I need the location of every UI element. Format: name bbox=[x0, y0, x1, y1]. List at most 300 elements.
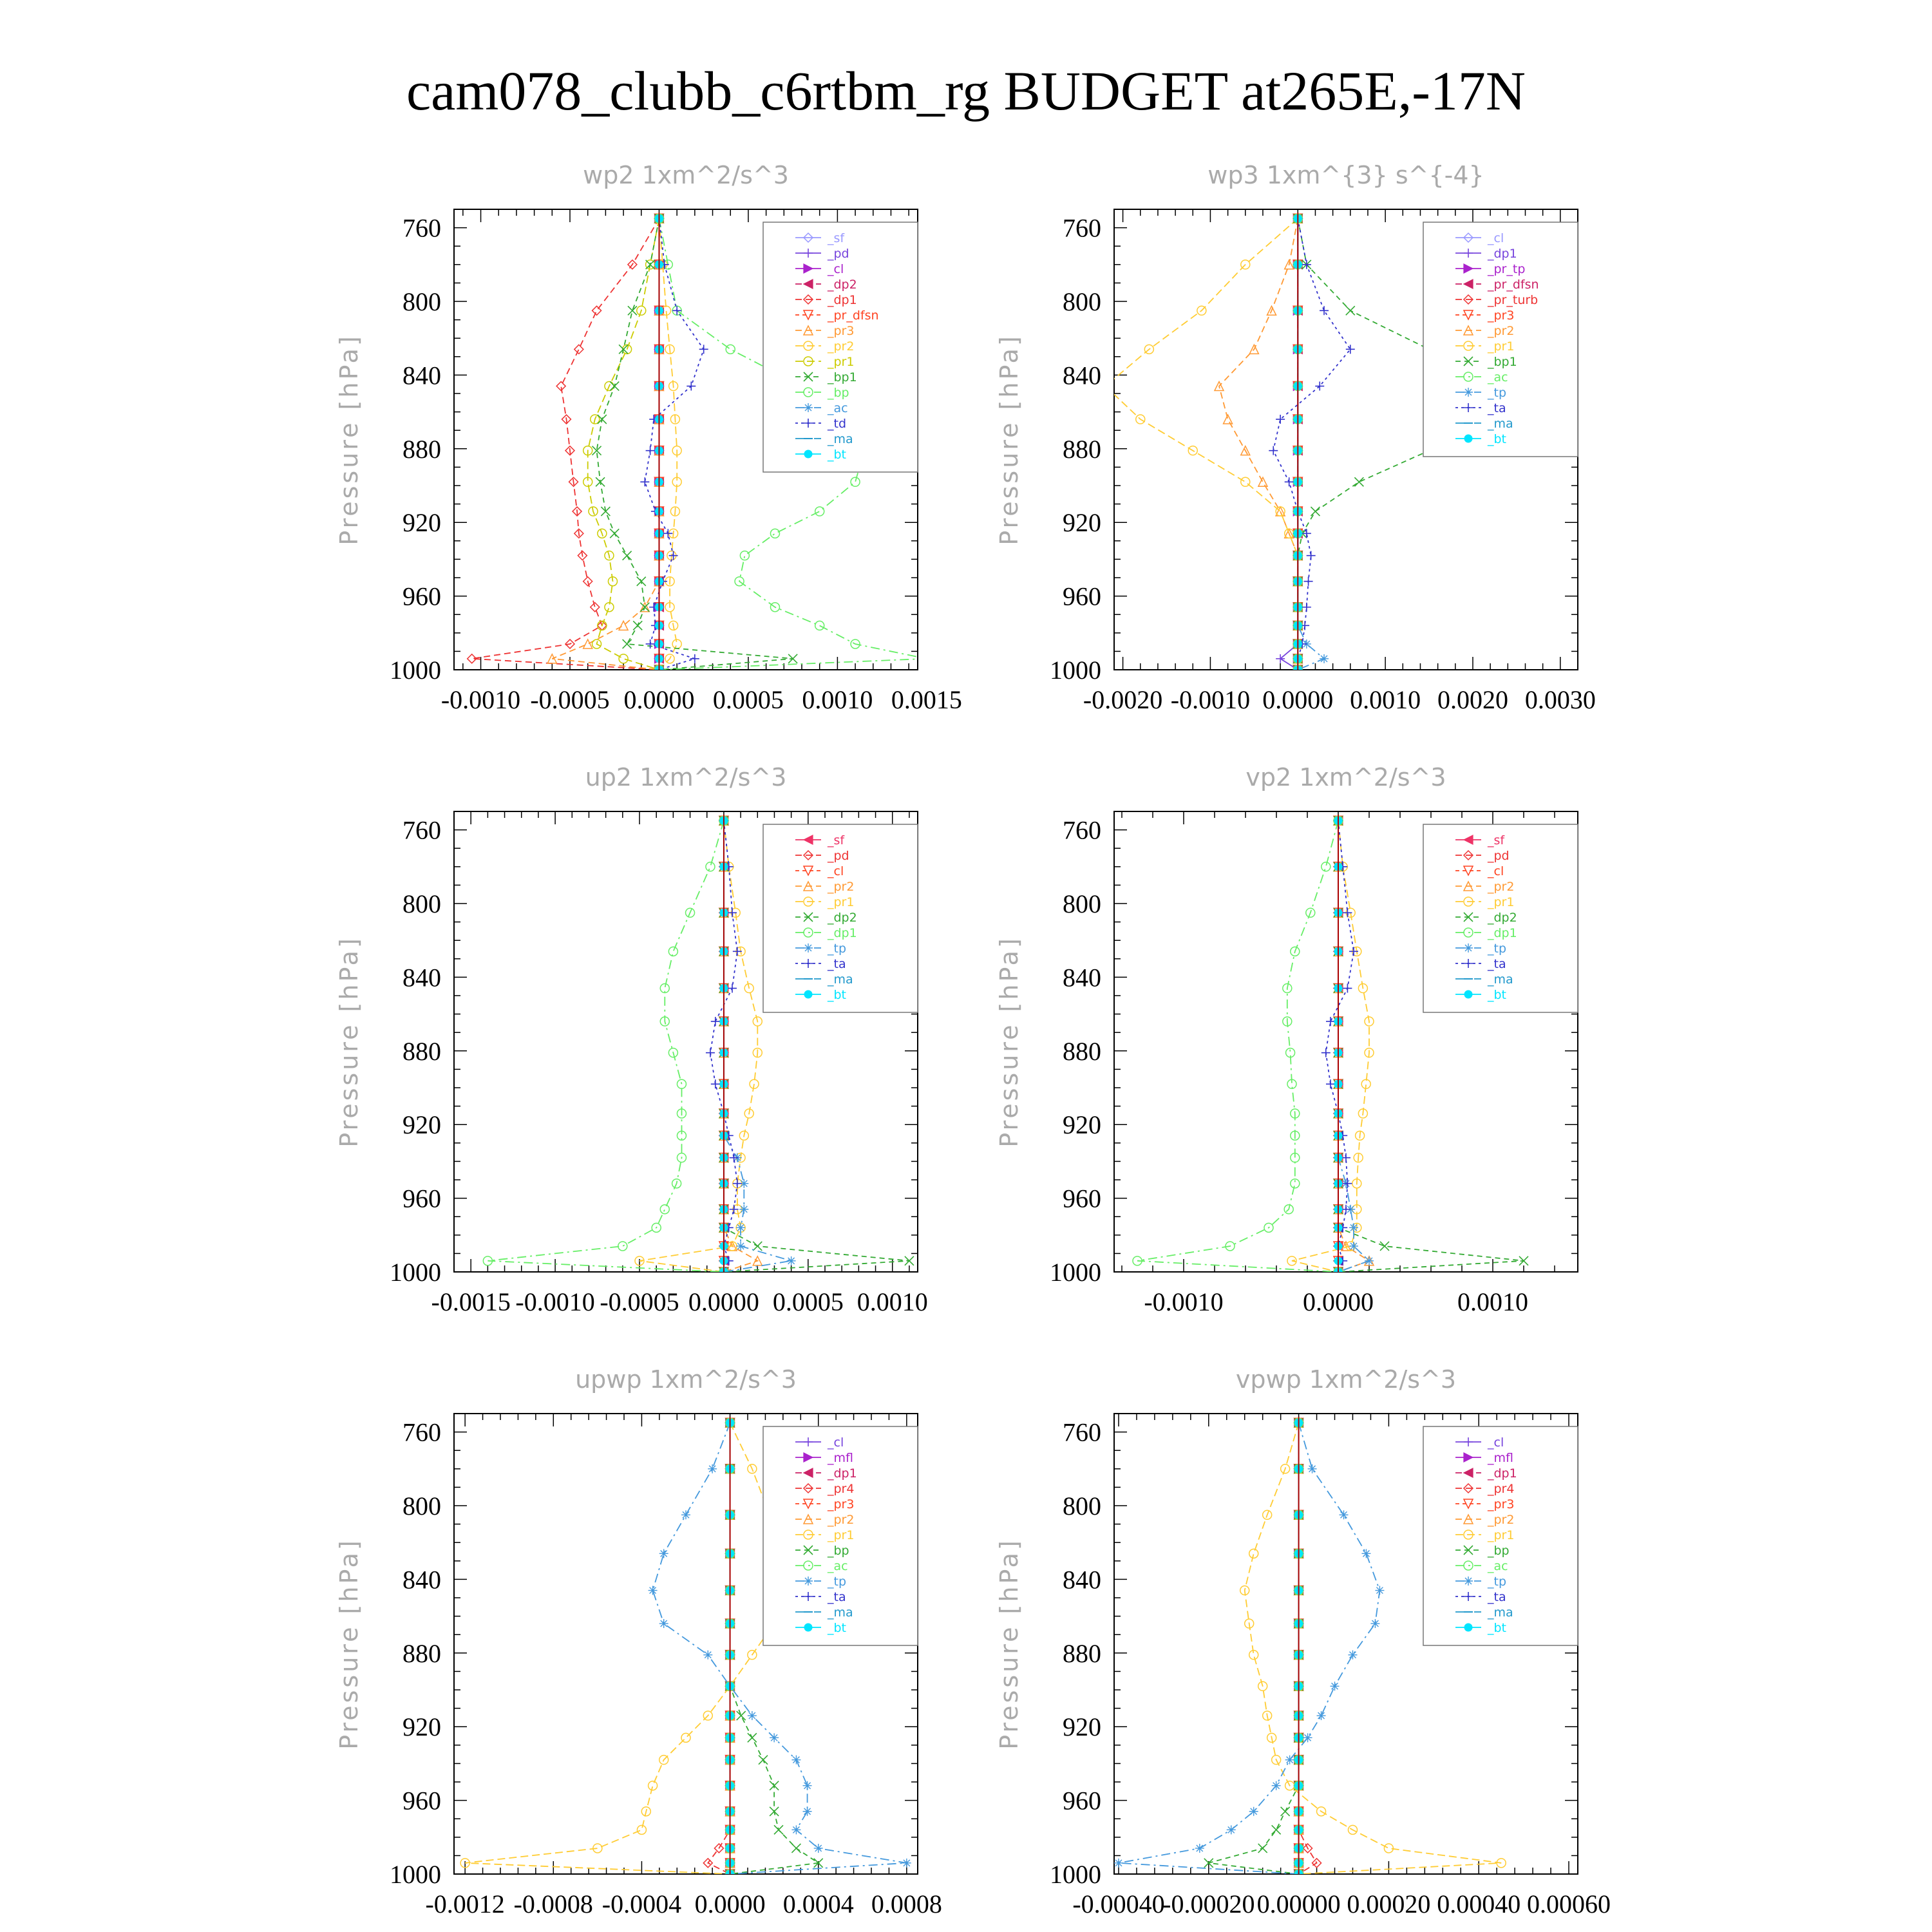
y-tick-label: 880 bbox=[402, 1036, 441, 1066]
series-marker bbox=[1285, 1756, 1294, 1765]
chart-panel-4 bbox=[995, 763, 1578, 1316]
x-tick-label: 0.0020 bbox=[1437, 685, 1508, 714]
legend-label: _pr4 bbox=[828, 1482, 855, 1496]
series-marker bbox=[1320, 654, 1329, 663]
legend-label: _mfl bbox=[1488, 1451, 1513, 1465]
legend-label: _cl bbox=[828, 262, 844, 276]
legend-label: _cl bbox=[1488, 864, 1504, 878]
series-line-tp bbox=[1119, 1423, 1379, 1874]
legend-label: _pr1 bbox=[1488, 339, 1515, 354]
series-marker bbox=[659, 1619, 668, 1628]
legend-label: _cl bbox=[828, 864, 844, 878]
series-marker bbox=[815, 507, 824, 516]
series-marker bbox=[610, 529, 619, 538]
legend-label: _dp1 bbox=[1488, 247, 1517, 261]
series-marker bbox=[1281, 1807, 1290, 1816]
y-axis-label: Pressure [hPa] bbox=[335, 1538, 363, 1750]
x-tick-label: 0.00060 bbox=[1527, 1889, 1611, 1918]
series-marker bbox=[1269, 446, 1278, 455]
series-marker bbox=[1249, 1807, 1258, 1816]
legend-label: _pr1 bbox=[828, 1528, 855, 1542]
series-marker bbox=[1321, 862, 1331, 871]
series-marker bbox=[623, 551, 632, 560]
series-marker bbox=[814, 1844, 823, 1853]
legend-label: _ma bbox=[1488, 972, 1513, 987]
series-marker bbox=[1303, 1733, 1312, 1742]
legend-label: _ac bbox=[1488, 370, 1508, 384]
x-tick-label: -0.00040 bbox=[1072, 1889, 1165, 1918]
series-marker bbox=[1326, 1079, 1335, 1088]
x-tick-label: 0.0005 bbox=[772, 1287, 844, 1316]
y-tick-label: 920 bbox=[1063, 1712, 1101, 1742]
legend-label: _pr_dfsn bbox=[828, 308, 879, 323]
legend-label: _ac bbox=[828, 401, 848, 415]
y-tick-label: 800 bbox=[402, 287, 441, 316]
y-tick-label: 920 bbox=[1063, 508, 1101, 538]
series-marker bbox=[1272, 1781, 1281, 1790]
series-marker bbox=[1258, 1844, 1267, 1853]
series-marker bbox=[637, 1825, 646, 1834]
x-tick-label: -0.0005 bbox=[530, 685, 610, 714]
legend-label: _pd bbox=[1488, 849, 1510, 863]
series-marker bbox=[804, 403, 813, 412]
series-marker bbox=[1307, 551, 1316, 560]
legend-label: _pr2 bbox=[1488, 880, 1515, 894]
legend-label: _pd bbox=[828, 849, 849, 863]
legend-label: _tp bbox=[1488, 942, 1507, 956]
y-tick-label: 920 bbox=[1063, 1110, 1101, 1140]
series-line-ta bbox=[1273, 218, 1350, 670]
series-marker bbox=[1343, 984, 1352, 993]
series-marker bbox=[1302, 603, 1311, 612]
series-marker bbox=[1272, 1825, 1281, 1834]
series-marker bbox=[804, 1577, 813, 1586]
y-tick-label: 920 bbox=[402, 508, 441, 538]
x-tick-label: -0.0008 bbox=[513, 1889, 593, 1918]
series-marker bbox=[1349, 1223, 1358, 1232]
x-tick-label: -0.0012 bbox=[425, 1889, 505, 1918]
series-marker bbox=[583, 639, 592, 649]
legend-label: _pr1 bbox=[828, 895, 855, 909]
y-tick-label: 840 bbox=[1063, 361, 1101, 390]
series-marker bbox=[1276, 507, 1285, 516]
series-marker bbox=[748, 1733, 757, 1742]
series-marker bbox=[1195, 1844, 1204, 1853]
legend-label: _ma bbox=[828, 1605, 853, 1620]
y-tick-label: 800 bbox=[1063, 889, 1101, 918]
series-marker bbox=[591, 603, 600, 612]
y-tick-label: 840 bbox=[402, 963, 441, 992]
legend-label: _bt bbox=[1488, 432, 1507, 446]
series-line-dp1 bbox=[472, 218, 659, 670]
y-tick-label: 880 bbox=[1063, 1036, 1101, 1066]
series-marker bbox=[851, 477, 860, 486]
series-marker bbox=[711, 1017, 720, 1026]
series-marker bbox=[1361, 1549, 1370, 1558]
legend-label: _ac bbox=[828, 1559, 848, 1573]
series-line-tp bbox=[1338, 820, 1369, 1272]
legend-label: _pr_tp bbox=[1488, 262, 1526, 276]
series-marker bbox=[728, 908, 737, 917]
x-tick-label: -0.0005 bbox=[600, 1287, 679, 1316]
y-tick-label: 880 bbox=[402, 1638, 441, 1668]
y-tick-label: 1000 bbox=[1050, 1258, 1101, 1287]
series-line-pr1 bbox=[1292, 820, 1369, 1272]
series-marker bbox=[663, 529, 672, 538]
panel-title: vpwp 1xm^2/s^3 bbox=[1235, 1365, 1457, 1394]
x-tick-label: 0.0000 bbox=[1303, 1287, 1374, 1316]
legend-label: _pr1 bbox=[1488, 1528, 1515, 1542]
series-marker bbox=[1320, 306, 1329, 315]
y-tick-label: 840 bbox=[1063, 963, 1101, 992]
series-marker bbox=[1340, 1510, 1349, 1519]
x-tick-label: 0.0010 bbox=[1350, 685, 1421, 714]
series-line-pr4 bbox=[708, 1423, 730, 1874]
y-tick-label: 960 bbox=[402, 1786, 441, 1815]
panel-title: wp2 1xm^2/s^3 bbox=[583, 161, 789, 189]
series-marker bbox=[1370, 1619, 1379, 1628]
panel-title: vp2 1xm^2/s^3 bbox=[1245, 763, 1446, 791]
chart-panel-3 bbox=[335, 763, 928, 1316]
x-tick-label: 0.0000 bbox=[694, 1889, 766, 1918]
panel-title: wp3 1xm^{3} s^{-4} bbox=[1208, 161, 1484, 189]
legend-label: _dp1 bbox=[828, 1466, 857, 1481]
series-marker bbox=[1464, 1624, 1472, 1631]
series-marker bbox=[619, 654, 628, 663]
y-tick-label: 880 bbox=[1063, 434, 1101, 464]
series-marker bbox=[1464, 1577, 1473, 1586]
series-marker bbox=[1375, 1586, 1384, 1595]
legend-label: _pr3 bbox=[828, 324, 855, 338]
legend-label: _ta bbox=[1488, 401, 1506, 415]
series-marker bbox=[1308, 1464, 1317, 1473]
series-marker bbox=[770, 1733, 779, 1742]
series-marker bbox=[649, 1586, 658, 1595]
y-axis-label: Pressure [hPa] bbox=[335, 334, 363, 545]
legend-label: _bt bbox=[828, 988, 847, 1002]
series-marker bbox=[1464, 435, 1472, 442]
x-tick-label: 0.0030 bbox=[1524, 685, 1596, 714]
legend-label: _ac bbox=[1488, 1559, 1508, 1573]
x-tick-label: 0.0015 bbox=[891, 685, 962, 714]
series-marker bbox=[803, 1781, 812, 1790]
chart-panel-2 bbox=[995, 161, 1596, 714]
series-line-pr1 bbox=[465, 1423, 785, 1874]
series-line-pr2 bbox=[659, 218, 677, 670]
legend-label: _bp bbox=[1488, 1544, 1510, 1558]
y-tick-label: 760 bbox=[1063, 213, 1101, 243]
series-marker bbox=[736, 1242, 745, 1251]
legend-label: _pd bbox=[828, 247, 849, 261]
x-tick-label: -0.00020 bbox=[1162, 1889, 1255, 1918]
legend-label: _pr1 bbox=[1488, 895, 1515, 909]
series-marker bbox=[672, 639, 681, 649]
chart-panel-1 bbox=[335, 161, 962, 714]
series-marker bbox=[1311, 507, 1320, 516]
legend-label: _ta bbox=[1488, 957, 1506, 971]
y-tick-label: 1000 bbox=[1050, 1860, 1101, 1889]
series-marker bbox=[1464, 943, 1473, 952]
series-marker bbox=[690, 654, 699, 663]
legend-label: _bp1 bbox=[1488, 355, 1517, 369]
figure-title: cam078_clubb_c6rtbm_rg BUDGET at265E,-17N bbox=[406, 60, 1526, 122]
panel-title: up2 1xm^2/s^3 bbox=[585, 763, 787, 791]
legend-label: _td bbox=[828, 417, 847, 431]
series-marker bbox=[1285, 477, 1294, 486]
series-marker bbox=[1227, 1825, 1236, 1834]
x-tick-label: 0.0005 bbox=[712, 685, 784, 714]
series-marker bbox=[628, 306, 637, 315]
series-marker bbox=[681, 1733, 690, 1742]
x-tick-label: 0.00040 bbox=[1437, 1889, 1521, 1918]
series-line-pr1 bbox=[639, 820, 757, 1272]
legend-label: _bp bbox=[828, 386, 849, 400]
series-marker bbox=[1304, 577, 1313, 586]
legend-label: _bp bbox=[828, 1544, 849, 1558]
series-marker bbox=[668, 947, 677, 956]
series-line-ta bbox=[1326, 820, 1354, 1272]
series-marker bbox=[791, 1825, 800, 1834]
legend-label: _cl bbox=[1488, 231, 1504, 245]
y-axis-label: Pressure [hPa] bbox=[995, 1538, 1023, 1750]
legend-label: _tp bbox=[828, 942, 847, 956]
y-tick-label: 840 bbox=[1063, 1565, 1101, 1595]
series-marker bbox=[703, 1651, 712, 1660]
series-marker bbox=[791, 1756, 800, 1765]
x-tick-label: 0.0008 bbox=[871, 1889, 942, 1918]
legend-label: _ta bbox=[828, 1590, 846, 1604]
series-marker bbox=[770, 1781, 779, 1790]
y-tick-label: 760 bbox=[1063, 815, 1101, 845]
series-marker bbox=[1224, 415, 1233, 424]
series-marker bbox=[1258, 477, 1267, 486]
legend-label: _pr3 bbox=[1488, 308, 1515, 323]
x-tick-label: -0.0010 bbox=[1144, 1287, 1224, 1316]
y-axis-label: Pressure [hPa] bbox=[995, 936, 1023, 1148]
y-tick-label: 800 bbox=[402, 1492, 441, 1520]
series-marker bbox=[791, 1844, 800, 1853]
series-marker bbox=[1354, 477, 1363, 486]
legend-label: _tp bbox=[1488, 386, 1507, 400]
y-tick-label: 760 bbox=[402, 1417, 441, 1447]
y-tick-label: 760 bbox=[1063, 1417, 1101, 1447]
series-marker bbox=[739, 1205, 748, 1214]
y-tick-label: 960 bbox=[1063, 1786, 1101, 1815]
series-line-dp1 bbox=[488, 820, 724, 1272]
x-tick-label: 0.0004 bbox=[782, 1889, 854, 1918]
legend-label: _ta bbox=[828, 957, 846, 971]
legend-label: _pr1 bbox=[828, 355, 855, 369]
y-tick-label: 960 bbox=[402, 582, 441, 611]
legend-label: _ta bbox=[1488, 1590, 1506, 1604]
x-tick-label: -0.0004 bbox=[601, 1889, 682, 1918]
legend-label: _tp bbox=[1488, 1575, 1507, 1589]
legend-label: _pr_dfsn bbox=[1488, 278, 1539, 292]
series-marker bbox=[592, 306, 601, 315]
legend-label: _bp1 bbox=[828, 370, 857, 384]
y-tick-label: 760 bbox=[402, 213, 441, 243]
x-tick-label: -0.0010 bbox=[515, 1287, 595, 1316]
legend-label: _pr_turb bbox=[1488, 293, 1539, 307]
series-marker bbox=[922, 654, 931, 663]
series-marker bbox=[737, 1711, 746, 1720]
series-marker bbox=[640, 603, 649, 612]
series-marker bbox=[1302, 529, 1311, 538]
y-axis-label: Pressure [hPa] bbox=[995, 334, 1023, 545]
x-tick-label: 0.0010 bbox=[802, 685, 873, 714]
y-tick-label: 880 bbox=[1063, 1638, 1101, 1668]
x-tick-label: 0.0000 bbox=[688, 1287, 759, 1316]
legend-label: _pr2 bbox=[1488, 1513, 1515, 1527]
y-tick-label: 1000 bbox=[390, 1860, 441, 1889]
series-line-pr1 bbox=[1105, 218, 1298, 670]
legend-label: _ma bbox=[1488, 417, 1513, 431]
series-marker bbox=[1365, 1256, 1374, 1265]
series-marker bbox=[787, 1256, 796, 1265]
y-tick-label: 880 bbox=[402, 434, 441, 464]
panel-title: upwp 1xm^2/s^3 bbox=[575, 1365, 797, 1394]
series-marker bbox=[804, 990, 812, 998]
series-marker bbox=[804, 1624, 812, 1631]
series-marker bbox=[774, 1825, 783, 1834]
legend-label: _tp bbox=[828, 1575, 847, 1589]
x-tick-label: 0.0000 bbox=[1262, 685, 1334, 714]
legend-label: _mfl bbox=[828, 1451, 853, 1465]
legend-label: _pr3 bbox=[1488, 1497, 1515, 1511]
series-marker bbox=[748, 1711, 757, 1720]
x-tick-label: 0.00000 bbox=[1256, 1889, 1341, 1918]
y-axis-label: Pressure [hPa] bbox=[335, 936, 363, 1148]
legend-label: _ma bbox=[828, 972, 853, 987]
y-tick-label: 920 bbox=[402, 1110, 441, 1140]
legend-label: _dp1 bbox=[828, 293, 857, 307]
legend-label: _pr4 bbox=[1488, 1482, 1515, 1496]
y-tick-label: 1000 bbox=[1050, 656, 1101, 685]
x-tick-label: 0.0010 bbox=[857, 1287, 928, 1316]
series-marker bbox=[902, 1859, 911, 1868]
series-marker bbox=[740, 551, 749, 560]
series-line-pr1 bbox=[588, 218, 659, 670]
legend-label: _sf bbox=[1488, 833, 1505, 848]
y-tick-label: 800 bbox=[1063, 1492, 1101, 1520]
chart-panel-6 bbox=[995, 1365, 1611, 1918]
y-tick-label: 760 bbox=[402, 815, 441, 845]
series-line-pr2 bbox=[1338, 820, 1369, 1272]
legend-label: _dp2 bbox=[828, 911, 857, 925]
series-marker bbox=[1241, 477, 1250, 486]
series-marker bbox=[706, 1048, 715, 1057]
series-marker bbox=[640, 477, 649, 486]
series-line-td bbox=[645, 218, 703, 670]
legend-label: _bt bbox=[1488, 988, 1507, 1002]
legend-label: _cl bbox=[1488, 1435, 1504, 1450]
legend-label: _dp1 bbox=[828, 926, 857, 940]
series-marker bbox=[574, 345, 583, 354]
legend-label: _bt bbox=[828, 1621, 847, 1635]
series-marker bbox=[660, 1205, 669, 1214]
x-tick-label: 0.00020 bbox=[1347, 1889, 1431, 1918]
legend-label: _bt bbox=[828, 448, 847, 462]
series-marker bbox=[1348, 1651, 1357, 1660]
series-marker bbox=[711, 1079, 720, 1088]
y-tick-label: 1000 bbox=[390, 1258, 441, 1287]
y-tick-label: 840 bbox=[402, 1565, 441, 1595]
y-tick-label: 960 bbox=[402, 1184, 441, 1213]
x-tick-label: 0.0010 bbox=[1457, 1287, 1528, 1316]
series-marker bbox=[1101, 382, 1110, 391]
legend-label: _dp1 bbox=[1488, 1466, 1517, 1481]
legend-label: _bt bbox=[1488, 1621, 1507, 1635]
x-tick-label: -0.0010 bbox=[440, 685, 521, 714]
legend-label: _ma bbox=[1488, 1605, 1513, 1620]
series-marker bbox=[618, 1242, 627, 1251]
series-marker bbox=[728, 984, 737, 993]
series-marker bbox=[637, 577, 646, 586]
x-tick-label: 0.0000 bbox=[623, 685, 695, 714]
legend-label: _dp2 bbox=[828, 278, 857, 292]
series-marker bbox=[1114, 1859, 1123, 1868]
y-tick-label: 1000 bbox=[390, 656, 441, 685]
series-marker bbox=[659, 1549, 668, 1558]
series-marker bbox=[706, 862, 715, 871]
legend-label: _dp2 bbox=[1488, 911, 1517, 925]
y-tick-label: 920 bbox=[402, 1712, 441, 1742]
x-tick-label: -0.0020 bbox=[1083, 685, 1163, 714]
legend-label: _dp1 bbox=[1488, 926, 1517, 940]
series-marker bbox=[770, 1807, 779, 1816]
series-marker bbox=[770, 529, 779, 538]
series-marker bbox=[804, 943, 813, 952]
series-marker bbox=[681, 1510, 690, 1519]
series-marker bbox=[699, 345, 708, 354]
series-marker bbox=[803, 1807, 812, 1816]
legend-label: _sf bbox=[828, 231, 845, 245]
legend-label: _ma bbox=[828, 432, 853, 446]
series-marker bbox=[610, 382, 619, 391]
legend-label: _pr2 bbox=[828, 880, 855, 894]
series-marker bbox=[1331, 1681, 1340, 1690]
series-marker bbox=[753, 1242, 762, 1251]
series-marker bbox=[649, 1781, 658, 1790]
series-marker bbox=[708, 1464, 717, 1473]
series-marker bbox=[596, 477, 605, 486]
series-marker bbox=[1464, 388, 1473, 397]
series-marker bbox=[669, 551, 678, 560]
y-tick-label: 960 bbox=[1063, 1184, 1101, 1213]
legend-label: _pr2 bbox=[1488, 324, 1515, 338]
series-marker bbox=[804, 450, 812, 458]
y-tick-label: 960 bbox=[1063, 582, 1101, 611]
series-marker bbox=[726, 345, 735, 354]
series-marker bbox=[905, 1256, 914, 1265]
series-line-dp1 bbox=[1280, 218, 1298, 670]
series-marker bbox=[646, 446, 655, 455]
series-line-tp bbox=[1298, 218, 1324, 670]
series-marker bbox=[646, 639, 655, 649]
series-marker bbox=[646, 260, 655, 269]
series-marker bbox=[1343, 1179, 1352, 1188]
chart-panel-5 bbox=[335, 1365, 942, 1918]
series-marker bbox=[1321, 1048, 1331, 1057]
legend-label: _pr2 bbox=[828, 1513, 855, 1527]
y-tick-label: 800 bbox=[1063, 287, 1101, 316]
y-tick-label: 800 bbox=[402, 889, 441, 918]
series-marker bbox=[736, 1223, 745, 1232]
series-line-bp bbox=[1209, 1423, 1299, 1874]
x-tick-label: -0.0015 bbox=[431, 1287, 511, 1316]
series-line-pr2 bbox=[1219, 218, 1298, 670]
series-marker bbox=[1346, 306, 1355, 315]
